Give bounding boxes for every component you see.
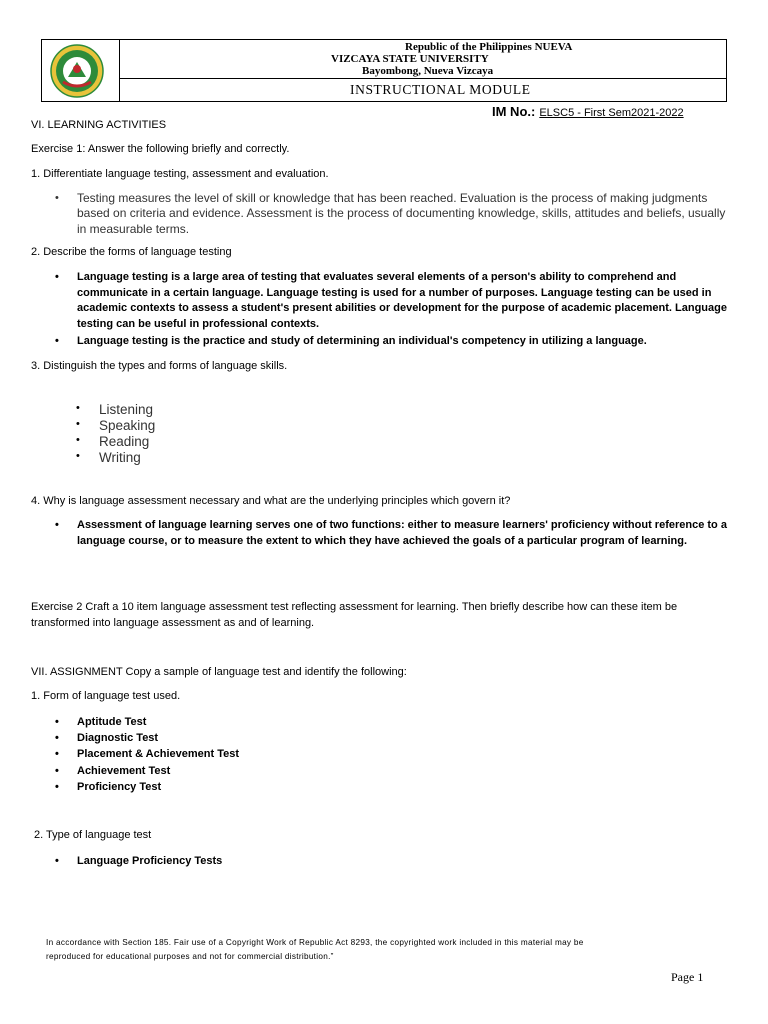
exercise1-title: Exercise 1: Answer the following briefly and correctly. [31,143,290,155]
skill-speaking: • Speaking [76,418,156,433]
copyright-notice-line1: In accordance with Section 185. Fair use of a Copyright Work of Republic Act 8293, the copyrighted work included in this material may be [46,938,584,947]
question-3: 3. Distinguish the types and forms of language skills. [31,360,288,372]
answer-text: Language testing is a large area of testing that evaluates several elements of a person's ability to comprehend and communicate in a certain language. Language testing is used for a number of purposes. Language testing can be used in academic contexts to assess a student's present abilities or development for the purpose of academic placement. Language testing can be useful in professional contexts. [77,271,727,330]
im-number-label: IM No.: [492,104,536,119]
answer-1 [55,191,727,237]
answer-text: Assessment of language learning serves one of two functions: either to measure learners' proficiency without reference to a language course, or to measure the extent to which they have achieved the goals of a particular program of learning. [77,519,727,547]
bullet: • [55,519,59,531]
form-item-diagnostic: • Diagnostic Test [55,732,159,744]
answer-2a [55,270,727,332]
im-number-value: ELSC5 - First Sem2021-2022 [539,107,684,119]
module-title-row [119,78,726,101]
section-vi-title: VI. LEARNING ACTIVITIES [31,119,167,131]
assignment-question-2: 2. Type of language test [34,829,152,841]
bullet: • [55,192,59,204]
skill-writing: • Writing [76,450,141,465]
answer-text: Language testing is the practice and study of determining an individual's competency in utilizing a language. [77,335,647,347]
module-header [41,39,727,102]
form-item-achievement: • Achievement Test [55,765,171,777]
seal-cell [42,40,120,101]
answer-text: Testing measures the level of skill or knowledge that has been reached. Evaluation is the process of making judgments based on criteria and evidence. Assessment is the process of documenting knowledge, skills, attitudes and beliefs, usually in measurable terms. [77,191,726,236]
form-item-aptitude: • Aptitude Test [55,716,147,728]
university-address: Bayombong, Nueva Vizcaya [362,65,494,77]
form-item-placement: • Placement & Achievement Test [55,748,240,760]
section-vii-title: VII. ASSIGNMENT Copy a sample of language test and identify the following: [31,666,407,678]
university-heading [119,40,726,79]
exercise2-text: Exercise 2 Craft a 10 item language assessment test reflecting assessment for learning. Then briefly describe how can these item be transformed into language assessment as and of learning. [31,601,678,629]
im-number [492,104,684,119]
republic-line: Republic of the Philippines NUEVA [405,41,573,53]
page-number: Page 1 [671,970,704,984]
copyright-notice-line2: reproduced for educational purposes and not for commercial distribution.” [46,952,334,961]
question-1: 1. Differentiate language testing, assessment and evaluation. [31,168,329,180]
module-title: INSTRUCTIONAL MODULE [350,82,531,97]
skill-reading: • Reading [76,434,150,449]
answer-4 [55,518,727,549]
assignment-question-1: 1. Form of language test used. [31,690,181,702]
form-item-proficiency: • Proficiency Test [55,781,162,793]
answer-2b [55,334,727,350]
university-name: VIZCAYA STATE UNIVERSITY [331,53,489,65]
question-4: 4. Why is language assessment necessary and what are the underlying principles which govern it? [31,495,511,507]
skill-listening: • Listening [76,402,154,417]
bullet: • [55,335,59,347]
question-2: 2. Describe the forms of language testing [31,246,232,258]
bullet: • [55,271,59,283]
type-item-proficiency: • Language Proficiency Tests [55,855,223,867]
university-seal-logo [50,44,104,98]
